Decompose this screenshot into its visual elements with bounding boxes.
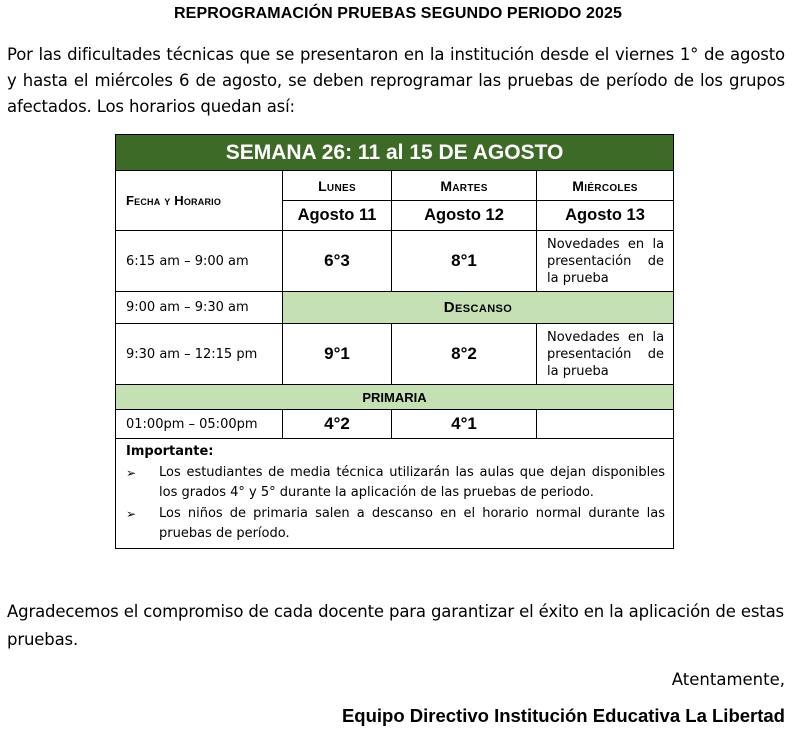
time-slot-1: 6:15 am – 9:00 am	[116, 231, 283, 292]
week-banner: SEMANA 26: 11 al 15 DE AGOSTO	[116, 135, 674, 171]
notes-cell	[116, 439, 674, 549]
time-slot-2: 9:30 am – 12:15 pm	[116, 324, 283, 385]
note-text: Los estudiantes de media técnica utilizarán las aulas que dejan disponibles los grados 4° y 5° durante la aplicación de las pruebas de periodo.	[159, 464, 666, 500]
schedule-table	[115, 134, 674, 549]
regards: Atentamente,	[671, 670, 785, 689]
primaria-header: PRIMARIA	[116, 385, 674, 410]
novedades-slot2-wednesday: Novedades en la presentación de la prueba	[537, 324, 674, 385]
group-slot2-tuesday: 8°2	[392, 324, 537, 385]
header-label-text: Fecha y Horario	[126, 193, 222, 208]
novedades-slot1-wednesday: Novedades en la presentación de la prueba	[537, 231, 674, 292]
day-label-tuesday: Martes	[440, 177, 488, 194]
time-slot-primaria: 01:00pm – 05:00pm	[116, 410, 283, 439]
day-header-monday	[283, 171, 392, 201]
document-title: REPROGRAMACIÓN PRUEBAS SEGUNDO PERIODO 2025	[174, 5, 622, 22]
header-label	[116, 171, 283, 231]
arrowhead-bullet-icon: ➢	[126, 465, 137, 480]
break-cell	[283, 292, 674, 324]
group-slot1-tuesday: 8°1	[392, 231, 537, 292]
notes-list	[126, 463, 665, 545]
break-label: Descanso	[443, 299, 513, 316]
group-slot1-monday: 6°3	[283, 231, 392, 292]
group-primaria-wednesday	[537, 410, 674, 439]
note-item	[126, 504, 665, 545]
day-label-monday: Lunes	[318, 177, 356, 194]
note-text: Los niños de primaria salen a descanso en el horario normal durante las pruebas de período.	[159, 505, 666, 541]
group-primaria-tuesday: 4°1	[392, 410, 537, 439]
notes-heading: Importante:	[126, 444, 214, 459]
date-monday: Agosto 11	[283, 201, 392, 231]
closing-paragraph: Agradecemos el compromiso de cada docente para garantizar el éxito en la aplicación de estas pruebas.	[7, 602, 785, 649]
date-tuesday: Agosto 12	[392, 201, 537, 231]
note-item	[126, 463, 665, 504]
day-header-tuesday	[392, 171, 537, 201]
day-label-wednesday: Miércoles	[572, 177, 638, 194]
group-slot2-monday: 9°1	[283, 324, 392, 385]
signature: Equipo Directivo Institución Educativa La Libertad	[341, 705, 785, 726]
date-wednesday: Agosto 13	[537, 201, 674, 231]
time-slot-break: 9:00 am – 9:30 am	[116, 292, 283, 324]
day-header-wednesday	[537, 171, 674, 201]
arrowhead-bullet-icon: ➢	[126, 506, 137, 521]
intro-paragraph: Por las dificultades técnicas que se presentaron en la institución desde el viernes 1° de agosto y hasta el miércoles 6 de agosto, se deben reprogramar las pruebas de período de los grupos afectados. Los horarios quedan así:	[7, 45, 785, 116]
group-primaria-monday: 4°2	[283, 410, 392, 439]
